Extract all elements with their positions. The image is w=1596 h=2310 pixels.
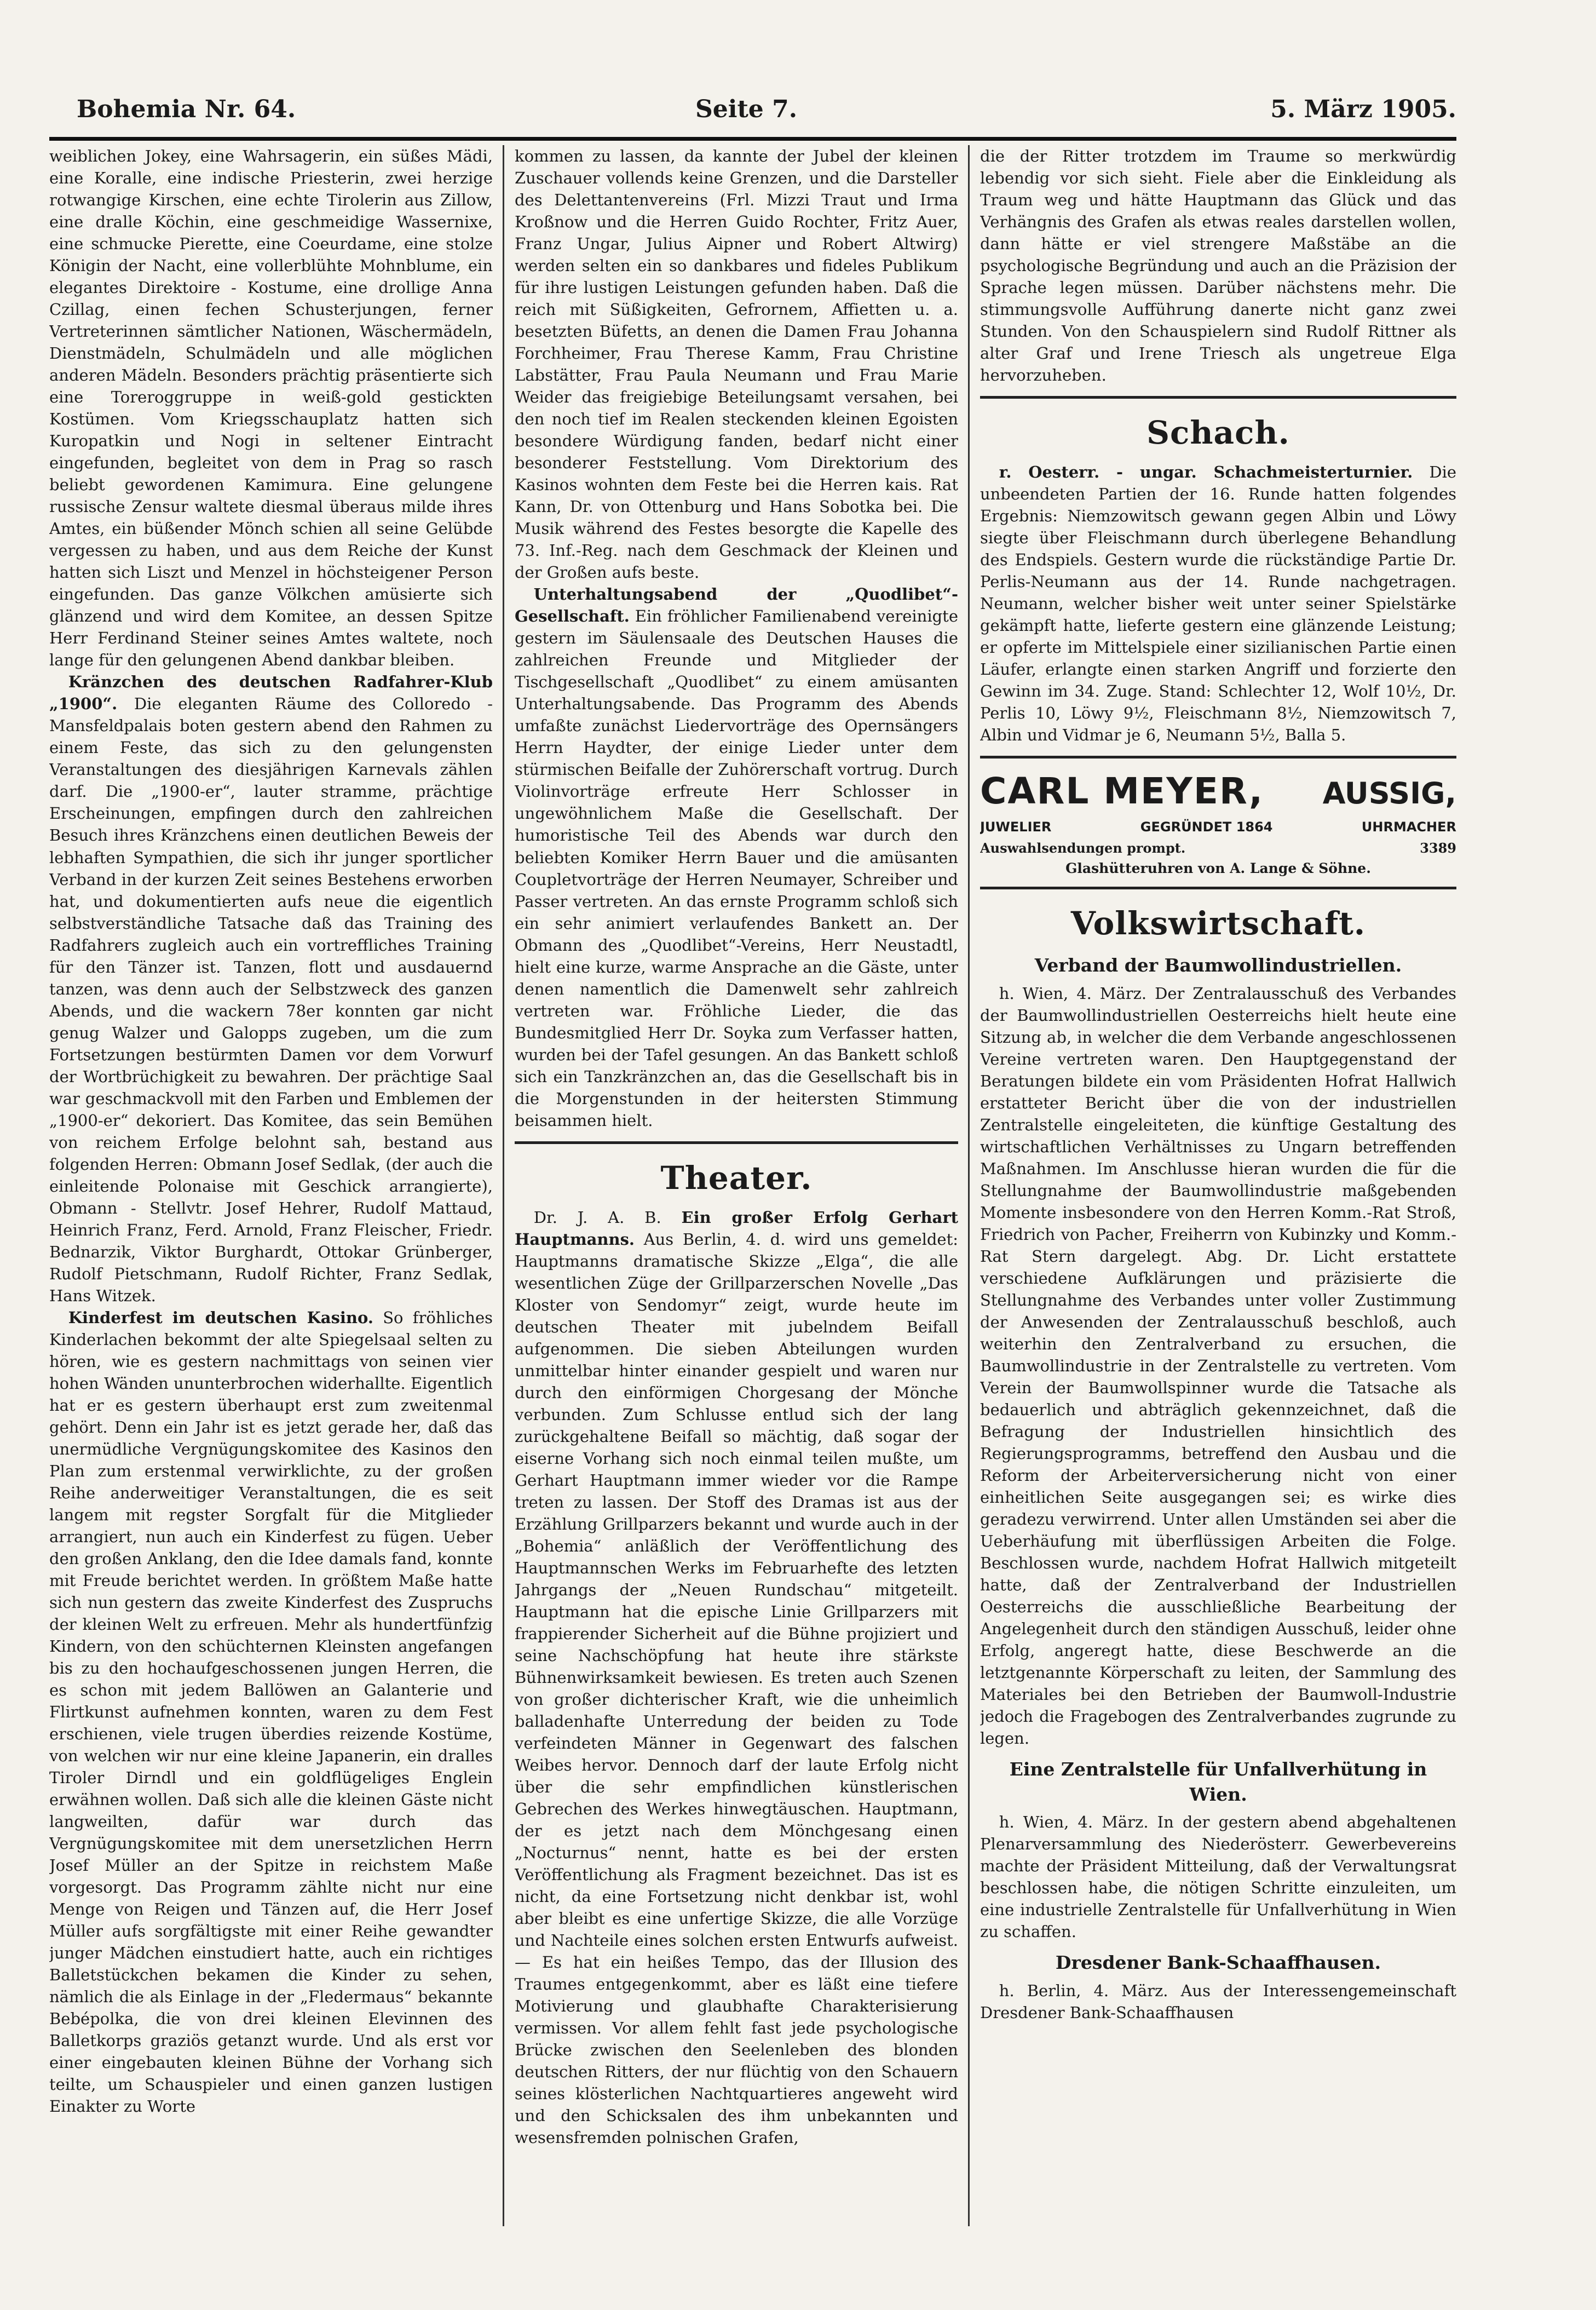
advertisement: [980, 756, 1456, 889]
article-headline: Eine Zentralstelle für Unfallverhütung in Wien.: [1009, 1759, 1427, 1805]
article-paragraph: h. Wien, 4. März. In der gestern abend abgehaltenen Plenarversammlung des Niederösterr. Gewerbevereins machte der Präsident Mitteilung, daß der Verwaltungsrat beschlossen habe, die nötigen Schritte einzuleiten, um eine industrielle Zentralstelle für Unfallverhütung in Wien zu schaffen.: [980, 1813, 1456, 1941]
article-headline: r. Oesterr. - ungar. Schachmeisterturnier.: [999, 463, 1413, 482]
article-paragraph: [515, 1206, 958, 2149]
article-paragraph: [49, 671, 493, 1306]
ad-number: 3389: [1420, 840, 1456, 856]
section-divider: [980, 396, 1456, 399]
article-headline: Unterhaltungsabend der „Quodlibet“-Gesellschaft.: [515, 585, 958, 626]
article-paragraph: [49, 1307, 493, 2118]
article-paragraph: kommen zu lassen, da kannte der Jubel der kleinen Zuschauer vollends keine Grenzen, und die Darsteller des Delettantenvereins (Frl. Mizzi Traut und Irma Kroßnow und die Herren Guido Rochter, Fritz Auer, Franz Ungar, Julius Aipner und Robert Altwirg) werden selten ein so dankbares und fideles Publikum für ihre lustigen Leistungen gefunden haben. Daß die reich mit Süßigkeiten, Gefrornem, Affietten u. a. besetzten Büfetts, an denen die Damen Frau Johanna Forchheimer, Frau Therese Kamm, Frau Christine Labstätter, Frau Paula Neumann und Frau Marie Weider das freigiebige Beteilungsamt versahen, bei den noch tief im Realen steckenden kleinen Egoisten besondere Würdigung fanden, bedarf nicht einer besonderer Feststellung. Vom Direktorium des Kasinos wohnten dem Feste bei die Herren kais. Rat Kann, Dr. von Ottenburg und Hans Sobotka bei. Die Musik während des Festes besorgte die Kapelle des 73. Inf.-Reg. nach dem Geschmack der Kleinen und der Großen aufs beste.: [515, 147, 958, 582]
ad-trade-right: UHRMACHER: [1361, 819, 1456, 835]
masthead-issue: Bohemia Nr. 64.: [77, 95, 296, 123]
column-1: [49, 145, 493, 2226]
article-text: Die unbeendeten Partien der 16. Runde hatten folgendes Ergebnis: Niemzowitsch gewann gegen Albin und Löwy siegte über Fleischmann durch überlegene Behandlung des Endspiels. Gestern wurde die rückständige Partie Dr. Perlis-Neumann aus der 14. Runde nachgetragen. Neumann, welcher bisher weit unter seiner Spielstärke gekämpft hatte, lieferte gestern eine glänzende Leistung; er opferte im Mittelspiele einer sizilianischen Partie einen Läufer, erlangte einen starken Angriff und forzierte den Gewinn im 34. Zuge. Stand: Schlechter 12, Wolf 10½, Dr. Perlis 10, Löwy 9½, Fleischmann 8½, Niemzowitsch 7, Albin und Vidmar je 6, Neumann 5½, Balla 5.: [980, 463, 1456, 745]
ad-line: Glashütteruhren von A. Lange & Söhne.: [1065, 860, 1371, 876]
page-header: [49, 82, 1456, 141]
article-text: Ein fröhlicher Familienabend vereinigte gestern im Säulensaale des Deutschen Hauses die zahlreichen Freunde und Mitglieder der Tischgesellschaft „Quodlibet“ zu einem amüsanten Unterhaltungsabende. Das Programm des Abends umfaßte zunächst Liedervorträge des Opernsängers Herrn Haydter, der einige Lieder unter dem stürmischen Beifalle der Zuhörerschaft vortrug. Durch Violinvorträge erfreute Herr Schlosser in ungewöhnlichem Maße die Gesellschaft. Der humoristische Teil des Abends war durch den beliebten Komiker Herrn Bauer und die amüsanten Coupletvorträge der Herren Neumayer, Schreiber und Passer vertreten. An das ernste Programm schloß sich ein sehr animiert verlaufendes Bankett an. Der Obmann des „Quodlibet“-Vereins, Herr Neustadtl, hielt eine kurze, warme Ansprache an die Gäste, unter denen namentlich die Damenwelt sehr zahlreich vertreten war. Fröhliche Lieder, die das Bundesmitglied Herr Dr. Soyka zum Verfasser hatten, wurden bei der Tafel gesungen. An das Bankett schloß sich ein Tanzkränzchen an, das die Gesellschaft bis in die Morgenstunden in der heitersten Stimmung beisammen hielt.: [515, 607, 958, 1130]
ad-city: AUSSIG,: [1322, 776, 1456, 811]
ad-trade-left: JUWELIER: [980, 819, 1052, 835]
article-text: Die eleganten Räume des Colloredo - Mansfeldpalais boten gestern abend den Rahmen zu einem Feste, das sich zu den gelungensten Veranstaltungen des diesjährigen Karnevals zählen darf. Die „1900-er“, lauter stramme, prächtige Erscheinungen, empfingen durch den zahlreichen Besuch ihres Kränzchens einen deutlichen Beweis der lebhaften Sympathien, die sich ihr junger sportlicher Verband in der kurzen Zeit seines Bestehens erworben hat, und dokumentierten aufs neue die eigentlich selbstverständliche Tatsache daß das Training des Radfahrers zugleich auch ein vortreffliches Training für den Tänzer ist. Tanzen, flott und ausdauernd tanzen, was denn auch der Selbstzweck des ganzen Abends, und die wackern 78er konnten gar nicht genug Walzer und Galopps zugeben, um die zum Fortsetzungen bestürmten Damen vor dem Vorwurf der Wortbrüchigkeit zu bewahren. Der prächtige Saal war geschmackvoll mit den Farben und Emblemen der „1900-er“ dekoriert. Das Komitee, das sein Bemühen von reichem Erfolge belohnt sah, bestand aus folgenden Herren: Obmann Josef Sedlak, (der auch die einleitende Polonaise mit Geschick arrangierte), Obmann - Stellvtr. Josef Hehrer, Rudolf Mattaud, Heinrich Franz, Ferd. Arnold, Franz Fleischer, Friedr. Bednarzik, Viktor Burghardt, Ottokar Grünberger, Rudolf Pietschmann, Rudolf Richter, Franz Sedlak, Hans Witzek.: [49, 694, 493, 1305]
section-title-volkswirtschaft: Volkswirtschaft.: [1070, 905, 1366, 943]
article-paragraph: h. Wien, 4. März. Der Zentralausschuß des Verbandes der Baumwollindustriellen Oesterreichs hielt heute eine Sitzung ab, in welcher die dem Verbande angeschlossenen Vereine vertreten waren. Den Hauptgegenstand der Beratungen bildete ein vom Präsidenten Hofrat Hallwich erstatteter Bericht über die von der industriellen Zentralstelle eingeleiteten, die künftige Gestaltung des wirtschaftlichen Verhältnisses zu Ungarn betreffenden Maßnahmen. Im Anschlusse hieran wurden die für die Stellungnahme der Baumwollindustrie maßgebenden Momente insbesondere von den Herren Komm.-Rat Stroß, Friedrich von Pacher, Freiherrn von Kubinzky und Komm.-Rat Stern dargelegt. Abg. Dr. Licht erstattete verschiedene Aufklärungen und präzisierte die Stellungnahme des Verbandes unter voller Zustimmung der Anwesenden der Zentralausschuß beschloß, auch weiterhin den Zentralverband zu ersuchen, die Baumwollindustrie in der Zentralstelle zu vertreten. Vom Verein der Baumwollspinner wurde die Tatsache als bedauerlich und abträglich gekennzeichnet, daß die Befragung der Industriellen hinsichtlich des Regierungsprogramms, betreffend den Ausbau und die Reform der Arbeiterversicherung nicht von einer einheitlichen Seite ausgegangen sei; es wirke dies geradezu verwirrend. Unter allen Umständen sei aber die Ueberhäufung mit überflüssigen Arbeiten die Folge. Beschlossen wurde, nachdem Hofrat Hallwich mitgeteilt hatte, daß der Zentralverband der Industriellen Oesterreichs die ausschließliche Bearbeitung der Angelegenheit durch den ständigen Ausschuß, leider ohne Erfolg, angeregt hatte, diese Beschwerde an die letztgenannte Körperschaft zu leiten, der Sammlung des Materiales bei den Betrieben der Baumwoll-Industrie jedoch die Fragebogen des Zentralverbandes zugrunde zu legen.: [980, 984, 1456, 1748]
article-headline: Ein großer Erfolg Gerhart Hauptmanns.: [515, 1208, 958, 1249]
page-number: Seite 7.: [695, 95, 798, 123]
section-title-schach: Schach.: [1146, 414, 1290, 452]
column-2: [515, 145, 958, 2226]
column-rule: [503, 145, 504, 2226]
article-text: Aus Berlin, 4. d. wird uns gemeldet: Hauptmanns dramatische Skizze „Elga“, die alle wesentlichen Züge der Grillparzerschen Novelle „Das Kloster von Sendomyr“ zeigt, wurde heute im deutschen Theater mit jubelndem Beifall aufgenommen. Die sieben Abteilungen wurden unmittelbar hinter einander gespielt und waren nur durch den einförmigen Chorgesang der Mönche verbunden. Zum Schlusse entlud sich der lang zurückgehaltene Beifall so mächtig, daß sogar der eiserne Vorhang sich noch einmal teilen mußte, um Gerhart Hauptmann immer wieder vor die Rampe treten zu lassen. Der Stoff des Dramas ist aus der Erzählung Grillparzers bekannt und wurde auch in der „Bohemia“ anläßlich der Veröffentlichung des Hauptmannschen Werks im Februarhefte des letzten Jahrgangs der „Neuen Rundschau“ mitgeteilt. Hauptmann hat die epische Linie Grillparzers mit frappierender Sicherheit auf die Bühne projiziert und seine Nachschöpfung hat heute ihre stärkste Bühnenwirksamkeit bewiesen. Es treten auch Szenen von großer dichterischer Kraft, wie die unheimlich balladenhafte Unterredung der beiden zu Tode verfeindeten Männer in Gegenwart des falschen Weibes hervor. Dennoch darf der laute Erfolg nicht über die sehr empfindlichen künstlerischen Gebrechen des Werkes hinwegtäuschen. Hauptmann, der es jetzt nach dem Mönchgesang einen „Nocturnus“ nennt, hatte es bei der ersten Veröffentlichung als Fragment bezeichnet. Das ist es nicht, da eine Fortsetzung nicht denkbar ist, wohl aber bleibt es eine unfertige Skizze, die alle Vorzüge und Nachteile eines solchen ersten Entwurfs aufweist. — Es hat ein heißes Tempo, das der Illusion des Traumes entgegenkommt, aber es läßt eine tiefere Motivierung und glaubhafte Charakterisierung vermissen. Vor allem fehlt fast jede psychologische Brücke zwischen den Seelenleben des blonden deutschen Ritters, der nur flüchtig von den Schauern seines klösterlichen Nachtquartieres angeweht wird und den Schicksalen des ihm unbekannten und wesensfremden polnischen Grafen,: [515, 1229, 958, 2147]
ad-line: Auswahlsendungen prompt.: [980, 840, 1186, 856]
column-rule: [968, 145, 970, 2226]
article-headline: Kinderfest im deutschen Kasino.: [68, 1308, 373, 1327]
issue-date: 5. März 1905.: [1270, 95, 1456, 123]
article-paragraph: [515, 583, 958, 1131]
author-initials: Dr. J. A. B.: [533, 1208, 661, 1227]
section-title-theater: Theater.: [660, 1159, 813, 1197]
section-divider: [515, 1141, 958, 1144]
article-paragraph: h. Berlin, 4. März. Aus der Interessengemeinschaft Dresdener Bank-Schaaffhausen: [980, 1981, 1456, 2022]
column-3: [980, 145, 1456, 2226]
article-paragraph: [980, 461, 1456, 746]
ad-founded: GEGRÜNDET 1864: [1140, 819, 1273, 835]
article-text: So fröhliches Kinderlachen bekommt der alte Spiegelsaal selten zu hören, wie es gestern nachmittags von seinen vier hohen Wänden ununterbrochen widerhallte. Eigentlich hat er es gestern überhaupt erst zum zweitenmal gehört. Denn ein Jahr ist es jetzt gerade her, daß das unermüdliche Vergnügungskomitee des Kasinos den Plan zum erstenmal verwirklichte, zu der großen Reihe anderweitiger Veranstaltungen, die es seit langem mit regster Sorgfalt für die Mitglieder arrangiert, nun auch ein Kinderfest zu fügen. Ueber den großen Anklang, den die Idee damals fand, konnte mit Freude berichtet werden. In größtem Maße hatte sich nun gestern das zweite Kinderfest des Zuspruchs der kleinen Welt zu erfreuen. Mehr als hundertfünfzig Kindern, von den schüchternen Kleinsten angefangen bis zu den hochaufgeschossenen jungen Herren, die es schon mit jedem Ballöwen an Galanterie und Flirtkunst aufnehmen konnten, waren zu dem Fest erschienen, viele trugen überdies reizende Kostüme, von welchen wir nur eine kleine Japanerin, ein dralles Tiroler Dirndl und ein goldflügeliges Englein erwähnen wollen. Daß sich alle die kleinen Gäste nicht langweilten, dafür war durch das Vergnügungskomitee mit dem unersetzlichen Herrn Josef Müller an der Spitze in reichstem Maße vorgesorgt. Das Programm zählte nicht nur eine Menge von Reigen und Tänzen auf, die Herr Josef Müller aufs sorgfältigste mit einer Reihe gewandter junger Mädchen einstudiert hatte, auch ein richtiges Balletstückchen bekamen die Kinder zu sehen, nämlich die als Einlage in der „Fledermaus“ bekannte Bebépolka, die von drei kleinen Elevinnen des Balletkorps graziös getanzt wurde. Und als erst vor einer eingebauten kleinen Bühne der Vorhang sich teilte, um Schauspieler und einen ganzen lustigen Einakter zu Worte: [49, 1308, 493, 2116]
article-paragraph: weiblichen Jokey, eine Wahrsagerin, ein süßes Mädi, eine Koralle, eine indische Priesterin, zwei herzige rotwangige Kirschen, eine echte Tirolerin aus Zillow, eine dralle Köchin, eine geschmeidige Wassernixe, eine schmucke Pierette, eine Coeurdame, eine stolze Königin der Nacht, eine vollerblühte Mohnblume, ein elegantes Direktoire - Kostume, eine drollige Anna Czillag, einen fechen Schusterjungen, ferner Vertreterinnen sämtlicher Nationen, Wäschermädeln, Dienstmädeln, Schulmädeln und alle möglichen anderen Mädeln. Besonders prächtig präsentierte sich eine Toreroggruppe in weiß-gold gestickten Kostümen. Vom Kriegsschauplatz hatten sich Kuropatkin und Nogi in seltener Eintracht eingefunden, begleitet von dem in Prag so rasch beliebt gewordenen Kamimura. Eine gelungene russische Zensur waltete diesmal überaus milde ihres Amtes, ein büßender Mönch schien all seine Gelübde vergessen zu haben, und aus dem Reiche der Kunst hatten sich Liszt und Menzel in höchsteigener Person eingefunden. Das ganze Völkchen amüsierte sich glänzend und wird dem Komitee, an dessen Spitze Herr Ferdinand Steiner seines Amtes waltete, noch lange für den gelungenen Abend dankbar bleiben.: [49, 147, 493, 670]
article-headline: Dresdener Bank-Schaaffhausen.: [1055, 1952, 1381, 1974]
article-headline: Kränzchen des deutschen Radfahrer-Klub „1900“.: [49, 673, 493, 714]
ad-company-name: CARL MEYER,: [980, 770, 1264, 813]
newspaper-page: [49, 77, 1456, 2245]
article-headline: Verband der Baumwollindustriellen.: [1034, 955, 1402, 976]
article-paragraph: die der Ritter trotzdem im Traume so merkwürdig lebendig vor sich sieht. Fiele aber die Einkleidung als Traum weg und hätte Hauptmann das Glück und das Verhängnis des Grafen als etwas reales darstellen wollen, dann hätte er viel strengere Maßstäbe an die psychologische Begründung und auch an die Präzision der Sprache legen müssen. Darüber nächstens mehr. Die stimmungsvolle Aufführung danerte nicht ganz zwei Stunden. Von den Schauspielern sind Rudolf Rittner als alter Graf und Irene Triesch als ungetreue Elga hervorzuheben.: [980, 147, 1456, 385]
